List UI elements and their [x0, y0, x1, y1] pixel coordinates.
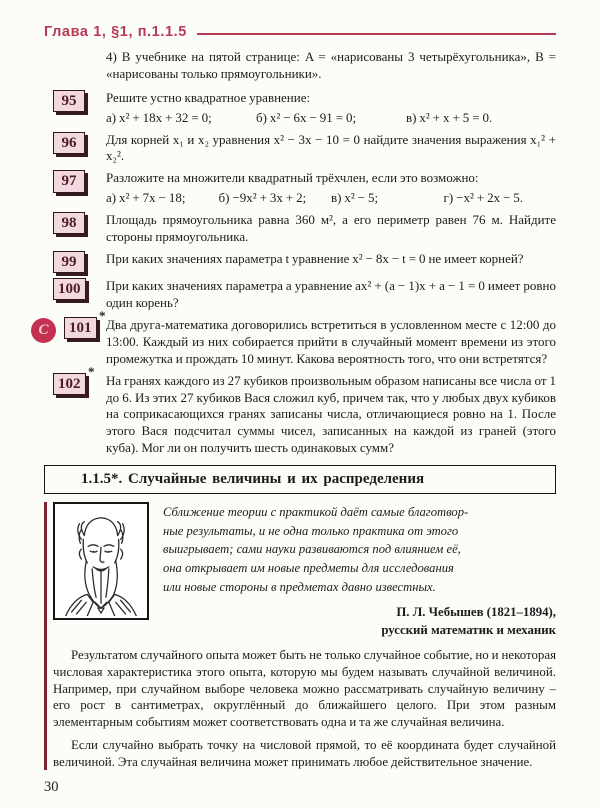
problem-number: 101 [64, 317, 97, 339]
section-heading: 1.1.5*. Случайные величины и их распределения [44, 465, 556, 494]
problem-star: * [88, 363, 95, 379]
body-paragraph: Результатом случайного опыта может быть не только случайное событие, но и некоторая числовая характеристика этого опыта, которую мы будем называть случайной величиной. Например, при случайном выборе человека можно рассматривать случайную величину – его рост в сантиметрах, округлённый до ближайшего целого. При этом разным элементарным событиям может соответствовать одна и та же случайная величина. [53, 648, 556, 730]
part-item: б) −9x² + 3x + 2; [218, 190, 307, 206]
level-c-badge: C [31, 318, 56, 343]
problem-number: 98 [53, 212, 85, 234]
quote-line: она открывает им новые предметы для исследования [163, 560, 454, 575]
problem-number-box [53, 251, 85, 273]
quote-line: Сближение теории с практикой даёт самые благотвор- [163, 505, 469, 520]
attribution-name: П. Л. Чебышев (1821–1894), [396, 605, 556, 620]
problem-text: Площадь прямоугольника равна 360 м², а его периметр равен 76 м. Найдите стороны прямоугольника. [106, 212, 556, 245]
part-item: а) x² + 18x + 32 = 0; [106, 109, 212, 125]
quote-line: выигрывает; сами науки развиваются под влиянием её, [163, 542, 461, 557]
problem-number-box [64, 307, 106, 339]
problem-99 [44, 251, 556, 273]
problem-text: Разложите на множители квадратный трёхчлен, если это возможно: [106, 170, 479, 186]
problem-102 [44, 363, 556, 457]
problem-number-box [53, 278, 86, 300]
problem-number-box [53, 363, 95, 395]
intro-item-4: 4) В учебнике на пятой странице: A = «нарисованы 3 четырёхугольника», B = «нарисованы только прямоугольники». [106, 49, 556, 81]
problem-100 [44, 278, 556, 312]
quote-line: или новые стороны в предметах давно известных. [163, 579, 436, 594]
problem-number: 97 [53, 170, 85, 192]
part-item: в) x² + x + 5 = 0. [406, 109, 493, 125]
epigraph-quote [163, 503, 556, 596]
part-item: г) −x² + 2x − 5. [443, 190, 524, 206]
part-item: в) x² − 5; [331, 190, 379, 206]
running-header [44, 24, 556, 40]
problem-number: 99 [53, 251, 85, 273]
problem-number-box [53, 90, 85, 112]
portrait-drawing-icon [57, 506, 145, 616]
problem-number-box [53, 212, 85, 234]
page-number: 30 [44, 779, 59, 795]
problem-96 [44, 132, 556, 166]
problem-number: 102 [53, 373, 86, 395]
section-body [44, 502, 556, 770]
part-item: б) x² − 6x − 91 = 0; [256, 109, 357, 125]
problem-number: 96 [53, 132, 85, 154]
chebyshev-block [53, 502, 556, 640]
problem-number: 95 [53, 90, 85, 112]
problem-text: При каких значениях параметра t уравнение x² − 8x − t = 0 не имеет корней? [106, 250, 524, 266]
problem-text: Два друга-математика договорились встретиться в условленном месте с 12:00 до 13:00. Каждый из них собирается прийти в случайный момент времени из этого промежутка и прождать 10 минут. Какова вероятность того, что они встретятся? [106, 316, 556, 366]
problem-number: 100 [53, 278, 86, 300]
problem-parts [106, 110, 556, 127]
problem-101 [38, 307, 556, 368]
quote-line: ные результаты, и не одна только практика от этого [163, 523, 459, 538]
problem-text: На гранях каждого из 27 кубиков произвольным образом написаны все числа от 1 до 6. Из этих 27 кубиков Вася сложил куб, причем так, что у любых двух кубиков на соприкасающихся гранях записаны числа, отличающиеся ровно на 1. После этого Вася подсчитал суммы чисел, записанных на каждой из граней (этого куба). Мог ли он получить шесть одинаковых сумм? [106, 372, 556, 456]
quote-attribution [163, 604, 556, 640]
part-item: а) x² + 7x − 18; [106, 190, 186, 206]
chapter-label: Глава 1, §1, п.1.1.5 [44, 24, 187, 40]
problem-text: Для корней x₁ и x₂ уравнения x² − 3x − 10 = 0 найдите значения выражения x₁² + x₂². [106, 131, 556, 164]
problem-text: Решите устно квадратное уравнение: [106, 89, 311, 105]
problem-95 [44, 90, 556, 127]
problem-number-box [53, 170, 85, 192]
body-paragraph: Если случайно выбрать точку на числовой прямой, то её координата будет случайной величиной. Эта случайная величина может принимать любое действительное значение. [53, 737, 556, 769]
attribution-role: русский математик и механик [381, 623, 556, 638]
problem-97 [44, 170, 556, 207]
problem-98 [44, 212, 556, 246]
chebyshev-portrait [53, 502, 149, 620]
problem-star: * [99, 307, 106, 323]
header-rule [197, 33, 556, 35]
problem-number-box [53, 132, 85, 154]
problem-text: При каких значениях параметра a уравнение ax² + (a − 1)x + a − 1 = 0 имеет ровно один корень? [106, 278, 556, 311]
problem-parts [106, 190, 556, 207]
